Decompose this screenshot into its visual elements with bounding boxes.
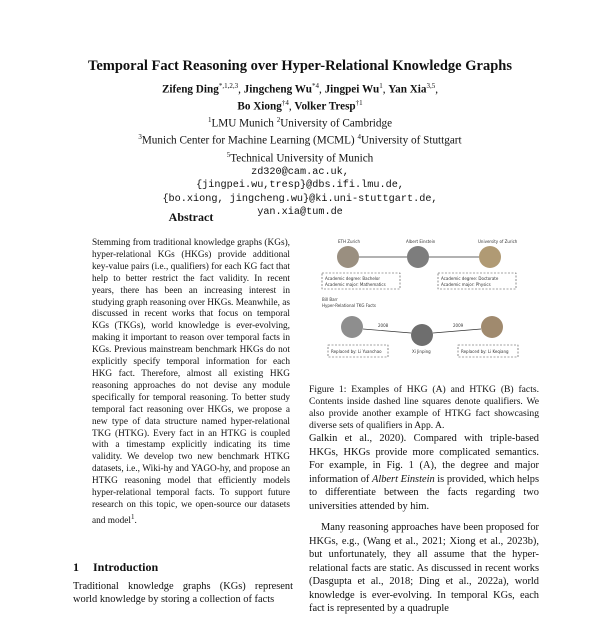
section-number: 1 <box>73 560 79 574</box>
author-name: Zifeng Ding <box>161 83 219 96</box>
author-name: Bo Xiong <box>237 100 282 113</box>
figure-label: 2008 <box>378 323 389 328</box>
person-photo <box>411 324 433 346</box>
left-column <box>88 210 294 528</box>
figure-label: 2009 <box>453 323 464 328</box>
abstract-text: Stemming from traditional knowledge graphs (KGs), hyper-relational KGs (HKGs) provide additional key-value pairs (i.e., qualifiers) for each KG fact that help to better restrict the fact validity. In recent years, there has been an increasing interest in studying graph reasoning over HKGs. Meanwhile, as discussed in recent works that focus on temporal KGs (TKGs), world knowledge is ever-evolving, making it important to reason over temporal facts in KGs. Previous mainstream benchmark HKGs do not explicitly specify temporal information for each HKG fact. Therefore, almost all existing HKG reasoning approaches do not devise any module specifically for temporal reasoning. To better study temporal fact reasoning over HKGs, we propose a new type of data structure named hyper-relational TKG (HTKG). Every fact in an HTKG is coupled with a timestamp explicitly indicating its time validity. We develop two new benchmark HTKG datasets, i.e., Wiki-hy and YAGO-hy, and propose an HTKG reasoning model that efficiently models hyper-relational temporal facts. To support future research on this topic, we open-source our datasets and model$^1$. <box>92 238 290 526</box>
figure-label: ETH Zurich <box>338 239 361 244</box>
footnote-mark: 1 <box>131 512 135 521</box>
qualifier-text: Academic degree: Doctorate <box>441 276 499 281</box>
paragraph: Many reasoning approaches have been proposed for HKGs, e.g., (Wang et al., 2021; Xiong et al., 2023b), but unfortunately, they all assume that the hyper-relational facts are static. As discussed in recent works (Dasgupta et al., 2018; Ding et al., 2022a), world knowledge is ever-evolving. In temporal KGs, each fact is represented by a quadruple <box>309 522 539 614</box>
author-block <box>60 80 540 219</box>
albert-einstein-photo <box>407 246 429 268</box>
edge <box>433 329 481 333</box>
qualifier-text: Academic degree: Bachelor <box>325 276 381 281</box>
email: zd320@cam.ac.uk, <box>251 166 349 178</box>
author-name: Jingpei Wu <box>324 83 380 96</box>
section-title: Introduction <box>93 560 159 574</box>
qualifier-text: Academic major: Mathematics <box>325 282 386 287</box>
emphasis: Albert Einstein <box>371 473 435 485</box>
paper-title: Temporal Fact Reasoning over Hyper-Relational Knowledge Graphs <box>88 58 512 74</box>
author-name: Jingcheng Wu <box>243 83 312 96</box>
figure-caption: Figure 1: Examples of HKG (A) and HTKG (B) facts. Contents inside dashed line squares denote qualifiers. We also provide another example of HTKG fact showcasing diverse sets of qualifiers in App. A. <box>309 384 539 431</box>
author-name: Yan Xia <box>388 83 427 96</box>
panel-heading: Bill Barr <box>322 297 338 302</box>
qualifier-text: Replaced by: Li Yuanchao <box>331 349 382 354</box>
abstract-heading: Abstract <box>168 210 214 224</box>
author-name: Volker Tresp <box>294 100 356 113</box>
person-photo <box>341 316 363 338</box>
email: {bo.xiong, jingcheng.wu}@ki.uni-stuttgart.de, <box>162 193 438 205</box>
university-zurich-photo <box>479 246 501 268</box>
qualifier-text: Replaced by: Li Keqiang <box>461 349 509 354</box>
edge <box>363 329 411 333</box>
email: yan.xia@tum.de <box>257 206 343 218</box>
affiliation: $^1$LMU Munich $^2$University of Cambridge <box>207 116 393 131</box>
author-line-2: Bo Xiong$^{\dagger 4}$, Volker Tresp$^{\dagger 1}$ <box>237 99 363 113</box>
figure-label: Albert Einstein <box>406 239 436 244</box>
figure-label: University of Zurich <box>478 239 518 244</box>
qualifier-text: Academic major: Physics <box>441 282 491 287</box>
email: {jingpei.wu,tresp}@dbs.ifi.lmu.de, <box>196 180 404 192</box>
right-column <box>309 432 539 624</box>
section-heading <box>73 560 172 575</box>
figure-label: Xi Jinping <box>412 349 431 354</box>
affiliation: $^5$Technical University of Munich <box>226 150 374 165</box>
figure-1 <box>318 235 532 373</box>
author-line-1: Zifeng Ding$^{*,1,2,3}$, Jingcheng Wu$^{*4}$, Jingpei Wu$^1$, Yan Xia$^{3,5}$, <box>161 82 439 96</box>
person-photo <box>481 316 503 338</box>
affiliation: $^3$Munich Center for Machine Learning (MCML) $^4$University of Stuttgart <box>138 133 462 148</box>
panel-heading: Hyper-Relational TKG Facts <box>322 303 376 308</box>
eth-zurich-photo <box>337 246 359 268</box>
intro-text: Traditional knowledge graphs (KGs) represent world knowledge by storing a collection of facts <box>73 581 293 606</box>
paragraph: Galkin et al., 2020). Compared with triple-based HKGs, HKGs provide more complicated semantics. For example, in Fig. 1 (A), the degree and major information of Albert Einstein is provided, which helps to differentiate between the facts regarding two universities attended by him. <box>309 433 539 512</box>
